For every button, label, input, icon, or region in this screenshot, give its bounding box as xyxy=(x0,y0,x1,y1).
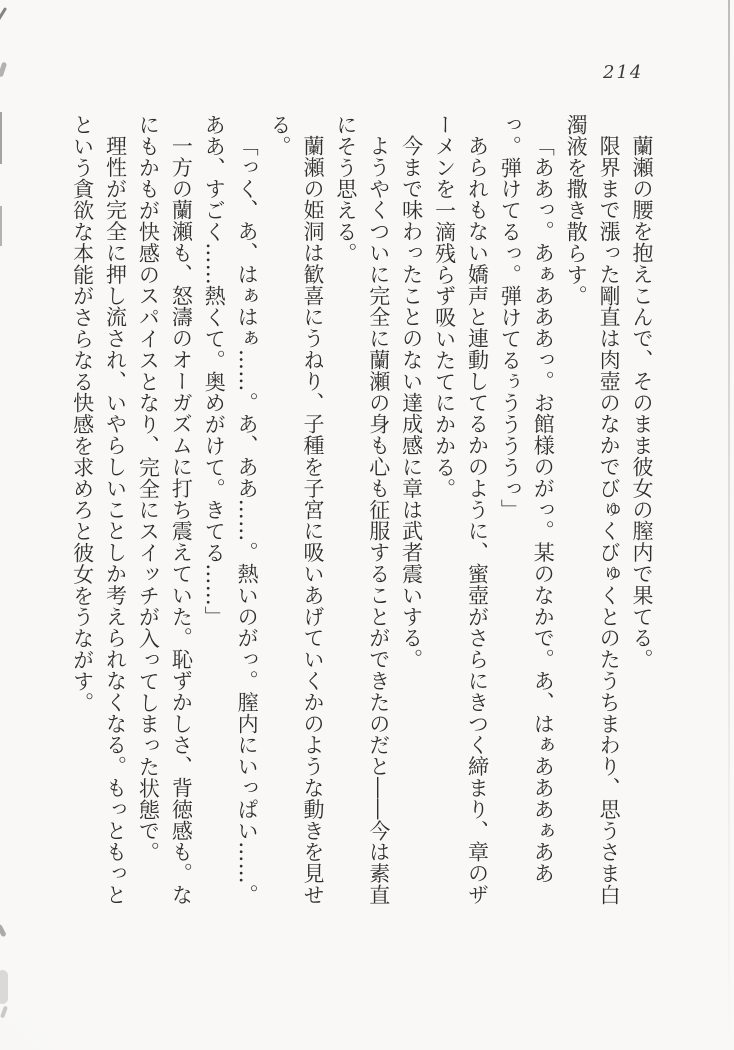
scan-artifact xyxy=(0,206,2,246)
paragraph: 一方の蘭瀬も、怒濤のオーガズムに打ち震えていた。恥ずかしさ、背徳感も。なにもかもが快感のスパイスとなり、完全にスイッチが入ってしまった状態で。 xyxy=(136,114,194,906)
paragraph: 理性が完全に押し流され、いやらしいことしか考えられなくなる。もっともっとという貪欲な本能がさらなる快感を求めろと彼女をうながす。 xyxy=(70,114,128,906)
scan-artifact xyxy=(0,924,7,938)
scan-artifact xyxy=(0,112,2,164)
paragraph-dialogue: 「ああっ。あぁあああっ。お館様のがっ。某のなかで。あ、はぁあああぁああっ。弾けてるっ。弾けてるぅううううっ」 xyxy=(498,114,556,884)
paragraph: 今まで味わったことのない達成感に章は武者震いする。 xyxy=(399,135,424,670)
body-text xyxy=(66,114,658,914)
paragraph: 蘭瀬の姫洞は歓喜にうねり、子種を子宮に吸いあげていくかのような動きを見せる。 xyxy=(268,114,325,906)
scan-artifact xyxy=(0,62,7,78)
paragraph: 限界まで漲った剛直は肉壺のなかでびゅくびゅくとのたうちまわり、思うさま白濁液を撒き散らす。 xyxy=(564,114,622,906)
scan-artifact xyxy=(0,7,7,29)
page-number: 214 xyxy=(603,62,644,83)
paragraph: 蘭瀬の腰を抱えこんで、そのまま彼女の膣内で果てる。 xyxy=(630,135,654,670)
paragraph-dialogue: 「っく、あ、はぁはぁ……。あ、ああ……。熱いのがっ。膣内にいっぱい……。ああ、すごく……熱くて。奥めがけて。きてる……」 xyxy=(202,114,260,906)
scan-artifact xyxy=(0,970,8,1004)
scan-artifact xyxy=(0,1006,8,1019)
paragraph: ようやくついに完全に蘭瀬の身も心も征服することができたのだと――今は素直にそう思える。 xyxy=(333,114,391,906)
page-edge-shadow xyxy=(728,0,730,1050)
paragraph: あられもない嬌声と連動してるかのように、蜜壺がさらにきつく締まり、章のザーメンを一滴残らず吸いたてにかかる。 xyxy=(432,114,490,906)
